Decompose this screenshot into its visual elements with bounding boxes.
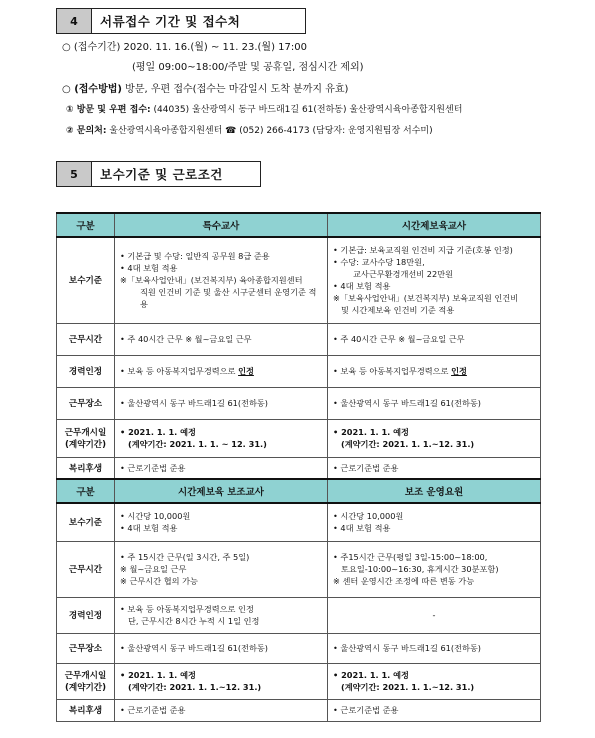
career-note: 단, 근무시간 8시간 누적 시 1일 인정 (128, 616, 260, 626)
hours-note: ※ 근무시간 협의 가능 (120, 576, 198, 586)
pay-item: • 4대 보험 적용 (333, 281, 391, 292)
start-date: • 2021. 1. 1. 예정 (120, 427, 196, 437)
start-date: • 2021. 1. 1. 예정 (333, 670, 409, 680)
table-row (57, 323, 541, 355)
pay-item: • 시간당 10,000원 (333, 511, 404, 522)
parttime-teacher-pay (328, 237, 541, 323)
table-row (57, 699, 541, 721)
pay-note: 직원 인건비 기준 및 울산 시구군센터 운영기준 적용 (140, 287, 317, 310)
hours-note: ※ 월~금요일 근무 (120, 564, 187, 574)
parttime-teacher-welfare: • 근로기준법 준용 (328, 457, 541, 479)
career-emphasis: 인정 (451, 366, 467, 376)
header-assistant-teacher: 시간제보육 보조교사 (115, 479, 328, 503)
special-teacher-career (115, 355, 328, 387)
table-row (57, 355, 541, 387)
row-label-welfare: 복리후생 (57, 457, 115, 479)
pay-note: ※「보육사업안내」(보건복지부) 육아종합지원센터 (120, 275, 303, 286)
table-row (57, 237, 541, 323)
row-label-place: 근무장소 (57, 633, 115, 663)
row-label-hours: 근무시간 (57, 541, 115, 597)
address-text: (44035) 울산광역시 동구 바드래1길 61(전하동) 울산광역시육아종합지원센터 (150, 105, 463, 115)
support-staff-start (328, 663, 541, 699)
contract-period: (계약기간: 2021. 1. 1.~12. 31.) (341, 682, 475, 692)
hours-item: • 주15시간 근무(평일 3일-15:00~18:00, (333, 552, 488, 562)
hours-note: ※ 센터 운영시간 조정에 따른 변동 가능 (333, 576, 475, 586)
section5-title: 보수기준 및 근로조건 (92, 161, 261, 187)
pay-note: ※「보육사업안내」(보건복지부) 보육교직원 인건비 (333, 293, 519, 304)
pay-item: • 수당: 교사수당 18만원, (333, 257, 425, 268)
pay-item: • 기본급 및 수당: 일반직 공무원 8급 준용 (120, 251, 270, 262)
career-text: • 보육 등 아동복지업무경력으로 인정 (120, 604, 254, 614)
header-category: 구분 (57, 479, 115, 503)
career-text: • 보육 등 아동복지업무경력으로 (333, 366, 452, 376)
period-note: (평일 09:00~18:00/주말 및 공휴일, 점심시간 제외) (132, 62, 364, 73)
contact-line (66, 124, 433, 138)
contract-period: (계약기간: 2021. 1. 1.~12. 31.) (128, 682, 262, 692)
address-label: ① 방문 및 우편 접수: (66, 105, 151, 115)
parttime-teacher-place: • 울산광역시 동구 바드래1길 61(전하동) (328, 387, 541, 419)
table-row (57, 541, 541, 597)
row-label-start (57, 419, 115, 457)
row-label-career: 경력인정 (57, 597, 115, 633)
assistant-teacher-place: • 울산광역시 동구 바드래1길 61(전하동) (115, 633, 328, 663)
row-label-place: 근무장소 (57, 387, 115, 419)
parttime-teacher-career (328, 355, 541, 387)
section4-title: 서류접수 기간 및 접수처 (92, 8, 306, 34)
assistant-teacher-welfare: • 근로기준법 준용 (115, 699, 328, 721)
contact-label: ② 문의처: (66, 126, 107, 136)
section5-number: 5 (56, 161, 92, 187)
special-teacher-start (115, 419, 328, 457)
special-teacher-hours: • 주 40시간 근무 ※ 월~금요일 근무 (115, 323, 328, 355)
start-label: 근무개시일 (64, 671, 107, 681)
pay-item: • 4대 보험 적용 (120, 523, 178, 534)
section4-header (56, 8, 306, 34)
table-row (57, 633, 541, 663)
support-staff-career: - (328, 597, 541, 633)
hours-item: 토요일-10:00~16:30, 휴게시간 30분포함) (341, 564, 499, 574)
header-parttime-teacher: 시간제보육교사 (328, 213, 541, 237)
method-label: ○ (접수방법) (62, 84, 122, 95)
contract-period: (계약기간: 2021. 1. 1. ~ 12. 31.) (128, 439, 267, 449)
support-staff-pay (328, 503, 541, 541)
header-support-staff: 보조 운영요원 (328, 479, 541, 503)
career-emphasis: 인정 (238, 366, 254, 376)
assistant-teacher-pay (115, 503, 328, 541)
row-label-hours: 근무시간 (57, 323, 115, 355)
support-staff-place: • 울산광역시 동구 바드래1길 61(전하동) (328, 633, 541, 663)
period-heading: ○ (접수기간) 2020. 11. 16.(월) ~ 11. 23.(월) 17:00 (62, 42, 307, 53)
work-conditions-table (56, 212, 541, 722)
row-label-welfare: 복리후생 (57, 699, 115, 721)
pay-item: • 4대 보험 적용 (120, 263, 178, 274)
row-label-start (57, 663, 115, 699)
assistant-teacher-start (115, 663, 328, 699)
support-staff-welfare: • 근로기준법 준용 (328, 699, 541, 721)
start-date: • 2021. 1. 1. 예정 (333, 427, 409, 437)
method-line (62, 83, 348, 97)
row-label-career: 경력인정 (57, 355, 115, 387)
pay-note: 및 시간제보육 인건비 기준 적용 (341, 305, 455, 316)
contract-period: (계약기간: 2021. 1. 1.~12. 31.) (341, 439, 475, 449)
table-row (57, 419, 541, 457)
parttime-teacher-start (328, 419, 541, 457)
start-date: • 2021. 1. 1. 예정 (120, 670, 196, 680)
career-text: • 보육 등 아동복지업무경력으로 (120, 366, 239, 376)
table-header-row (57, 479, 541, 503)
special-teacher-pay (115, 237, 328, 323)
contract-label: (계약기간) (64, 440, 107, 450)
assistant-teacher-career (115, 597, 328, 633)
address-line (66, 103, 462, 117)
table-row (57, 663, 541, 699)
table-row (57, 387, 541, 419)
table-header-row (57, 213, 541, 237)
assistant-teacher-hours (115, 541, 328, 597)
section4-number: 4 (56, 8, 92, 34)
support-staff-hours (328, 541, 541, 597)
table-row (57, 597, 541, 633)
pay-item: 교사근무환경개선비 22만원 (353, 269, 454, 280)
start-label: 근무개시일 (64, 428, 107, 438)
section5-header (56, 161, 261, 187)
contract-label: (계약기간) (64, 683, 107, 693)
parttime-teacher-hours: • 주 40시간 근무 ※ 월~금요일 근무 (328, 323, 541, 355)
special-teacher-place: • 울산광역시 동구 바드래1길 61(전하동) (115, 387, 328, 419)
special-teacher-welfare: • 근로기준법 준용 (115, 457, 328, 479)
table-row (57, 503, 541, 541)
header-special-teacher: 특수교사 (115, 213, 328, 237)
contact-text: 울산광역시육아종합지원센터 ☎ (052) 266-4173 (담당자: 운영지원팀장 서수미) (106, 126, 433, 136)
method-text: 방문, 우편 접수(접수는 마감일시 도착 분까지 유효) (122, 84, 349, 95)
hours-item: • 주 15시간 근무(일 3시간, 주 5일) (120, 552, 250, 562)
row-label-pay: 보수기준 (57, 237, 115, 323)
table-row (57, 457, 541, 479)
header-category: 구분 (57, 213, 115, 237)
pay-item: • 기본급: 보육교직원 인건비 지급 기준(호봉 인정) (333, 245, 513, 256)
row-label-pay: 보수기준 (57, 503, 115, 541)
pay-item: • 4대 보험 적용 (333, 523, 391, 534)
pay-item: • 시간당 10,000원 (120, 511, 191, 522)
